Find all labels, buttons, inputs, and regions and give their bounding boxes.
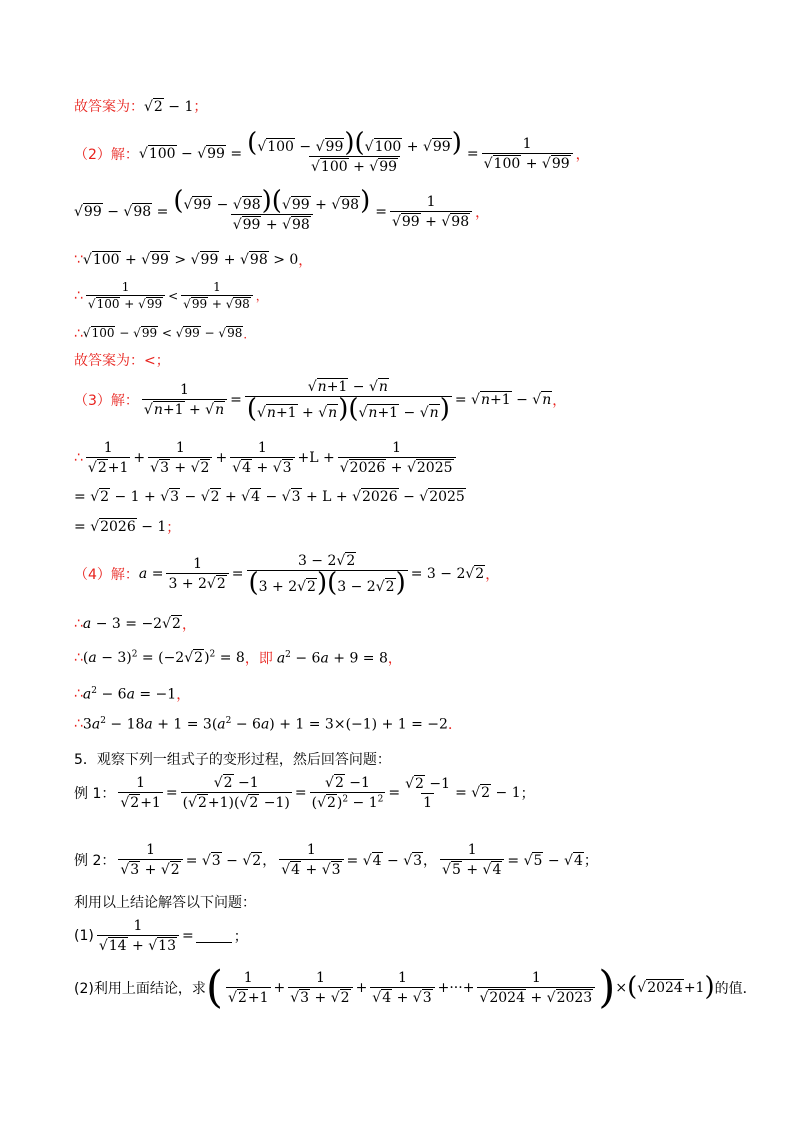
p1-label: (1) xyxy=(74,928,94,945)
q5-use: 利用以上结论解答以下问题： xyxy=(74,895,256,911)
q5-p2: (2)利用上面结论，求 ( 1 √ 2+1 + 1 √ 3 + √ 2 + 1 √ 4 + √ 3 +···+ 1 √ 2024 + √ 2023 ) × ( √ 2024 +1 ) 的值． xyxy=(74,968,757,1008)
part3-sum: ∴ 1 √ 2+1 + 1 √ 3 + √ 2 + 1 √ 4 + √ 3 +L + 1 √ 2026 + √ 2025 xyxy=(74,440,459,476)
part3-result: = √ 2026 − 1 ； xyxy=(74,517,180,537)
part2-label: （2）解： xyxy=(74,146,139,163)
part3-expand: = √ 2 − 1 + √ 3 − √ 2 + √ 4 − √ 3 + L + √ 2026 − √ 2025 xyxy=(74,488,466,505)
q5-title: 5．观察下列一组式子的变形过程，然后回答问题： xyxy=(74,752,391,768)
part4-label: （4）解： xyxy=(74,566,139,583)
part4-s2: ∴ $(a - 3)^2 = (-2√$ 2)$^2$ = 8 ， 即 $a^2 - 6a + 9 = 8$ ， xyxy=(74,648,402,668)
part3-label: （3）解： xyxy=(74,392,139,409)
p2-end: 的值． xyxy=(714,980,757,997)
part4-s1: ∴ a − 3 = −2√ 2 ， xyxy=(74,614,196,634)
part3-eq1: （3）解： 1 √ n+1 + √ n = √ $\frac{n+1 - √ n}{(√ n+1 + √ n)(√ n+1 - √ n)}$ = √ n+1 − √ n ， xyxy=(74,378,566,421)
part2-eq2: √ 99 − √ 98 = (√ 99 − √ 98)(√ 99 + √ 98) √ 99 + √ 98 = 1 √ 99 + √ 98 ， xyxy=(74,190,489,233)
part4-s4: ∴ $3a^2 - 18a + 1 = 3(a^2 - 6a) + 1 = 3\times(-1) + 1 = -2$ ． xyxy=(74,715,462,733)
answer-expr: √ 2 − 1； xyxy=(144,96,207,116)
part2-because: ∵ √ 100 + √ 99 > √ 99 + √ 98 > 0 ， xyxy=(74,250,312,270)
part4-eq1: （4）解： a = $\frac{1}{3 + 2√ 2}$ = $\frac{3 - 2√ 2}{(3 + 2√ 2)(3 - 2√ 2)}$ = 3 − 2√ 2 ， xyxy=(74,552,499,595)
part2-eq1: （2）解： √ 100 − √ 99 = (√ 100 − √ 99)(√ 100 + √ 99) √ 100 + √ 99 = 1 √ 100 + √ 99 ， xyxy=(74,132,590,175)
part2-therefore1: ∴ 1 √ 100 + √ 99 < 1 √ 99 + √ 98 ， xyxy=(74,280,268,312)
part4-s3: ∴ $a^2 - 6a = -1$ ， xyxy=(74,685,191,703)
answer-label: 故答案为： xyxy=(74,99,144,115)
answer-blank[interactable] xyxy=(196,930,232,943)
q5-ex1: 例 1： 1 √ 2+1 = √ $\frac{2 -1}{(√ 2+1)(√ 2 -1)}$ = √ $\frac{2 -1}{(√ 2)^2 - 1^2}$ = √ $\frac{2 -1}{1}$ = √ 2 − 1 ； xyxy=(74,774,535,811)
ex1-label: 例 1： xyxy=(74,785,116,802)
ex2-label: 例 2： xyxy=(74,853,116,870)
q5-ex2: 例 2： 1 √ 3 + √ 2 = √ 3 − √ 2 ， 1 √ 4 + √ 3 = √ 4 − √ 3 ， 1 √ 5 + √ 4 = √ 5 − √ 4 ； xyxy=(74,842,598,878)
q5-p1: (1) 1 √ 14 + √ 13 = ； xyxy=(74,918,248,954)
part2-answer: 故答案为： <； xyxy=(74,353,170,369)
p2-label: (2)利用上面结论，求 xyxy=(74,980,206,997)
part4-s2-red: 即 xyxy=(258,651,273,667)
answer-line-1 xyxy=(74,96,207,116)
part2-therefore2: ∴ √ 100 − √ 99 < √ 99 − √ 98 ． xyxy=(74,325,255,342)
